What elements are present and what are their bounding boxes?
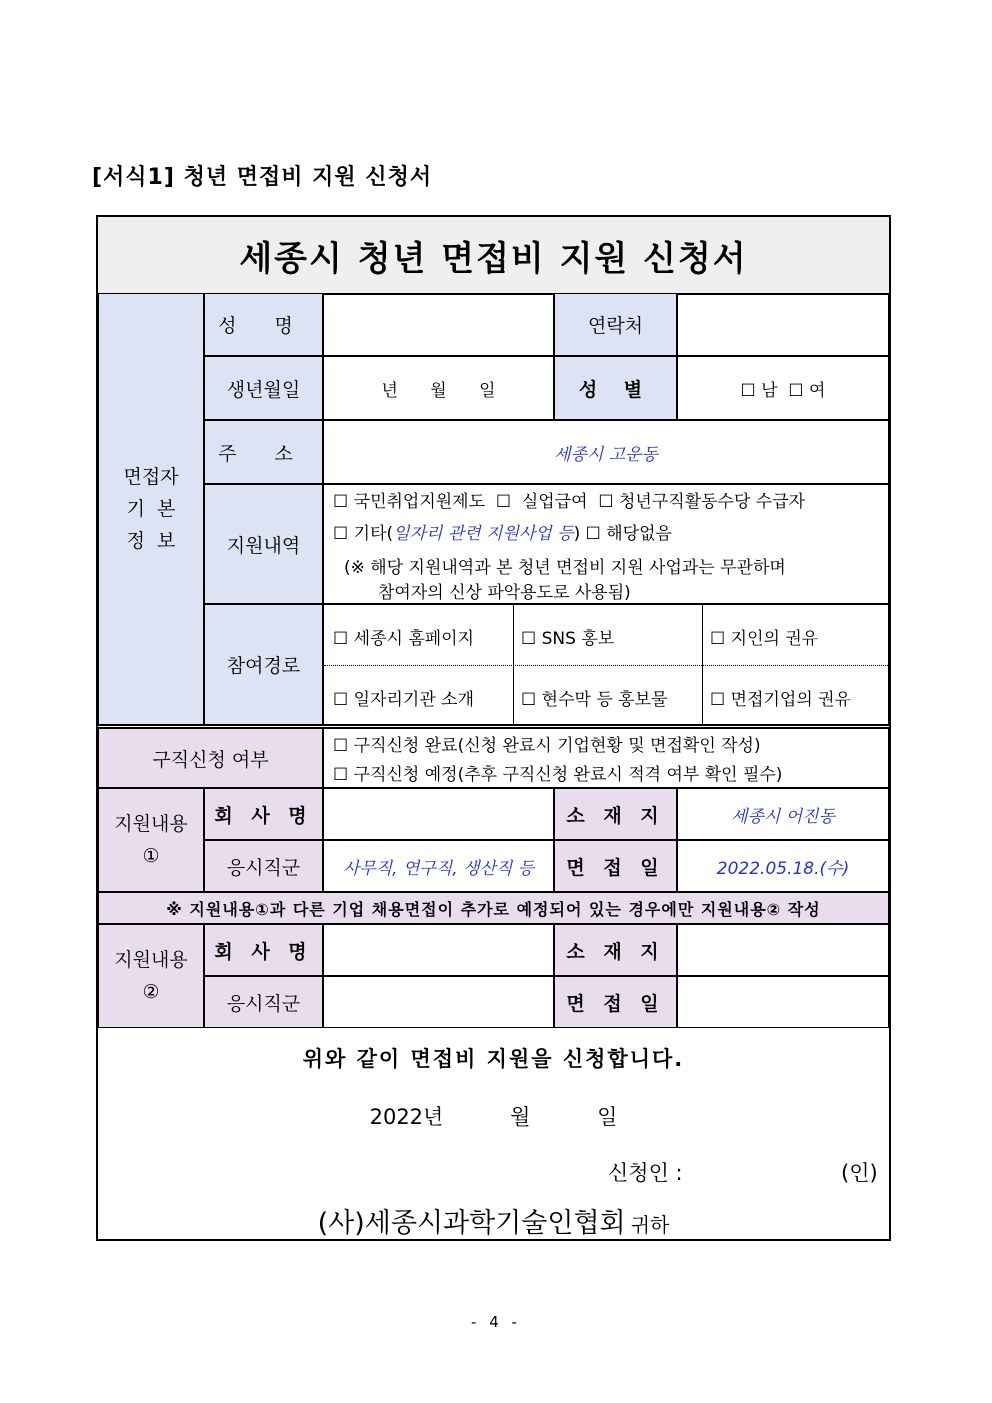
seal-mark: (인) [841, 1161, 878, 1185]
none-option: ) ☐ 해당없음 [573, 524, 672, 544]
support1-location-field[interactable]: 세종시 어진동 [677, 788, 889, 840]
form-title: 세종시 청년 면접비 지원 신청서 [98, 217, 889, 295]
applicant-label: 신청인 : [608, 1161, 683, 1185]
support2-job-label: 응시직군 [204, 976, 323, 1028]
group-label-line: 기 본 [126, 498, 176, 520]
support1-date-label: 면 접 일 [554, 840, 677, 892]
job-seeking-option-planned[interactable]: ☐ 구직신청 예정(추후 구직신청 완료시 적격 여부 확인 필수) [333, 765, 783, 785]
application-form [96, 215, 891, 1241]
application-date: 2022년 월 일 [369, 1105, 618, 1129]
support2-date-label: 면 접 일 [554, 976, 677, 1028]
support2-date-field[interactable] [677, 976, 889, 1028]
address-label: 주 소 [204, 420, 323, 484]
support1-label [98, 788, 204, 892]
birth-label: 생년월일 [204, 356, 323, 420]
support-history-label: 지원내역 [204, 484, 323, 604]
support1-location-label: 소 재 지 [554, 788, 677, 840]
applicant-name-field[interactable] [698, 1157, 838, 1185]
basic-info-group-label [98, 293, 204, 725]
route-option[interactable]: ☐ 현수막 등 홍보물 [521, 690, 668, 710]
route-option[interactable]: ☐ 지인의 권유 [710, 629, 819, 649]
support-note-line2: 참여자의 신상 파악용도로 사용됨) [378, 583, 631, 603]
job-seeking-field [323, 728, 889, 788]
support2-company-label: 회 사 명 [204, 924, 323, 976]
route-field [323, 604, 889, 725]
support2-note: ※ 지원내용①과 다른 기업 채용면접이 추가로 예정되어 있는 경우에만 지원내용② 작성 [98, 892, 889, 924]
route-option[interactable]: ☐ 일자리기관 소개 [333, 690, 475, 710]
support1-date-field[interactable]: 2022.05.18.(수) [677, 840, 889, 892]
route-label: 참여경로 [204, 604, 323, 725]
support2-company-field[interactable] [323, 924, 554, 976]
organization-name: (사)세종시과학기술인협회 [317, 1208, 626, 1239]
other-option-example: 일자리 관련 지원사업 등 [393, 524, 574, 544]
address-field[interactable]: 세종시 고운동 [323, 420, 889, 484]
gender-label: 성 별 [554, 356, 677, 420]
support1-company-field[interactable] [323, 788, 554, 840]
support1-job-label: 응시직군 [204, 840, 323, 892]
page-number: - 4 - [471, 1313, 521, 1331]
application-statement: 위와 같이 면접비 지원을 신청합니다. [302, 1047, 685, 1071]
support1-job-field[interactable]: 사무직, 연구직, 생산직 등 [323, 840, 554, 892]
birth-field[interactable]: 년 월 일 [323, 356, 554, 420]
support-options-line2[interactable] [333, 519, 672, 544]
group-label-line: 면접자 [123, 466, 179, 488]
route-option[interactable]: ☐ 세종시 홈페이지 [333, 629, 475, 649]
name-label: 성 명 [204, 293, 323, 356]
other-option: ☐ 기타( [333, 524, 394, 544]
support1-company-label: 회 사 명 [204, 788, 323, 840]
contact-field[interactable] [677, 293, 889, 356]
support2-location-label: 소 재 지 [554, 924, 677, 976]
support1-label-number: ① [142, 845, 160, 867]
support2-label [98, 924, 204, 1028]
support2-label-number: ② [142, 981, 160, 1003]
support-options-line1[interactable]: ☐ 국민취업지원제도 ☐ 실업급여 ☐ 청년구직활동수당 수급자 [333, 492, 806, 512]
support2-job-field[interactable] [323, 976, 554, 1028]
name-field[interactable] [323, 293, 554, 356]
support2-label-text: 지원내용 [114, 949, 188, 971]
gender-field[interactable]: ☐ 남 ☐ 여 [677, 356, 889, 420]
support2-location-field[interactable] [677, 924, 889, 976]
job-seeking-label: 구직신청 여부 [98, 728, 323, 788]
recipient [98, 1201, 889, 1240]
form-heading: [서식1] 청년 면접비 지원 신청서 [92, 165, 433, 190]
job-seeking-option-complete[interactable]: ☐ 구직신청 완료(신청 완료시 기업현황 및 면접확인 작성) [333, 736, 761, 756]
recipient-honorific: 귀하 [630, 1213, 670, 1237]
support1-label-text: 지원내용 [114, 813, 188, 835]
support-note-line1: (※ 해당 지원내역과 본 청년 면접비 지원 사업과는 무관하며 [344, 558, 786, 578]
support-history-field [323, 484, 889, 604]
route-option[interactable]: ☐ SNS 홍보 [521, 629, 615, 649]
group-label-line: 정 보 [126, 530, 176, 552]
route-option[interactable]: ☐ 면접기업의 권유 [710, 690, 852, 710]
contact-label: 연락처 [554, 293, 677, 356]
